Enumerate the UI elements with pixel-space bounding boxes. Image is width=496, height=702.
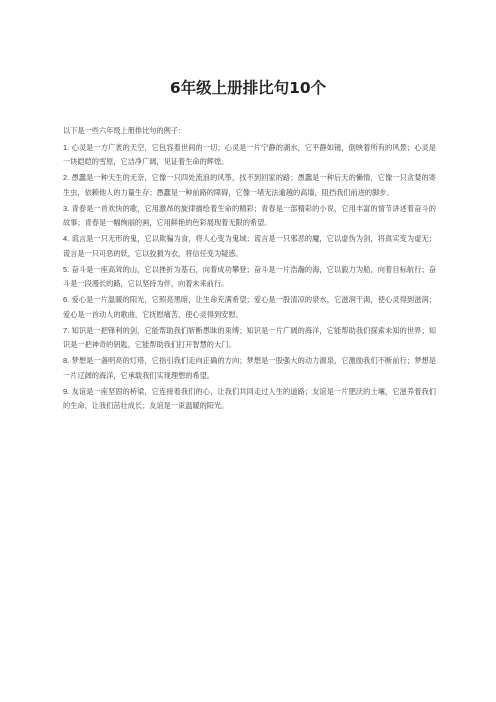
list-item (63, 263, 436, 292)
list-item (63, 232, 436, 261)
list-item (63, 293, 436, 322)
item-text: 谎言是一只无形的鬼，它以欺骗为食，将人心变为鬼域；谎言是一只邪恶的魔，它以虚伪为剑，将真实变为虚无；谎言是一只可恶的妖，它以狡猾为衣，将信任变为疑惑。 (63, 234, 436, 258)
item-text: 奋斗是一座高耸的山，它以挫折为基石，向着成功攀登；奋斗是一片浩瀚的海，它以毅力为船，向着目标航行；奋斗是一段漫长的路，它以坚持为伴，向着未来前行。 (63, 264, 436, 288)
list-item (63, 202, 436, 231)
document-title: 6年级上册排比句10个 (169, 79, 327, 97)
list-item (63, 324, 436, 353)
intro-paragraph: 以下是一些六年级上册排比句的例子： (63, 126, 186, 135)
item-number: 9. (63, 386, 70, 396)
list-item (63, 141, 436, 170)
item-text: 知识是一把锋利的剑，它能帮助我们斩断愚昧的束缚；知识是一片广阔的海洋，它能帮助我们探索未知的世界；知识是一把神奇的钥匙，它能帮助我们打开智慧的大门。 (63, 325, 436, 349)
item-number: 1. (63, 142, 70, 152)
item-number: 5. (63, 264, 70, 274)
item-number: 8. (63, 356, 70, 365)
item-text: 友谊是一座坚固的桥梁，它连接着我们的心，让我们共同走过人生的道路；友谊是一片肥沃的土壤，它滋养着我们的生命，让我们茁壮成长；友谊是一束温暖的阳光。 (63, 386, 436, 410)
item-text: 心灵是一方广袤的天空，它包容着世间的一切；心灵是一片宁静的湖水，它平静如镜，倒映着所有的风景；心灵是一块皑皑的雪原，它洁净广阔，见证着生命的辉煌。 (63, 142, 436, 166)
document-body (63, 124, 436, 415)
item-text: 梦想是一盏明亮的灯塔，它指引我们走向正确的方向；梦想是一股强大的动力源泉，它激励我们不断前行；梦想是一片辽阔的海洋，它承载我们实现理想的希望。 (63, 356, 436, 380)
item-number: 2. (63, 173, 70, 182)
item-number: 7. (63, 325, 70, 335)
item-number: 4. (63, 234, 70, 243)
list-item (63, 354, 436, 383)
item-text: 爱心是一片温暖的阳光，它照亮黑暗，让生命充满希望；爱心是一股清凉的泉水，它滋润干渴，使心灵得到滋润；爱心是一首动人的歌曲，它抚慰痛苦，使心灵得到安慰。 (63, 295, 436, 319)
item-number: 6. (63, 295, 70, 304)
item-text: 愚蠢是一种天生的无奈，它像一只四处流浪的风筝，找不到回家的路；愚蠢是一种后天的懒惰，它像一只贪婪的寄生虫，依赖他人的力量生存；愚蠢是一种前路的障碍，它像一堵无法逾越的高墙，阻挡我们前进的脚步。 (63, 173, 436, 197)
item-number: 3. (63, 203, 70, 213)
item-text: 青春是一首欢快的歌，它用激昂的旋律描绘着生命的精彩；青春是一部精彩的小说，它用丰富的情节讲述着奋斗的故事；青春是一幅绚丽的画，它用鲜艳的色彩展现着无限的希望。 (63, 203, 436, 227)
list-item (63, 385, 436, 414)
list-item (63, 171, 436, 200)
